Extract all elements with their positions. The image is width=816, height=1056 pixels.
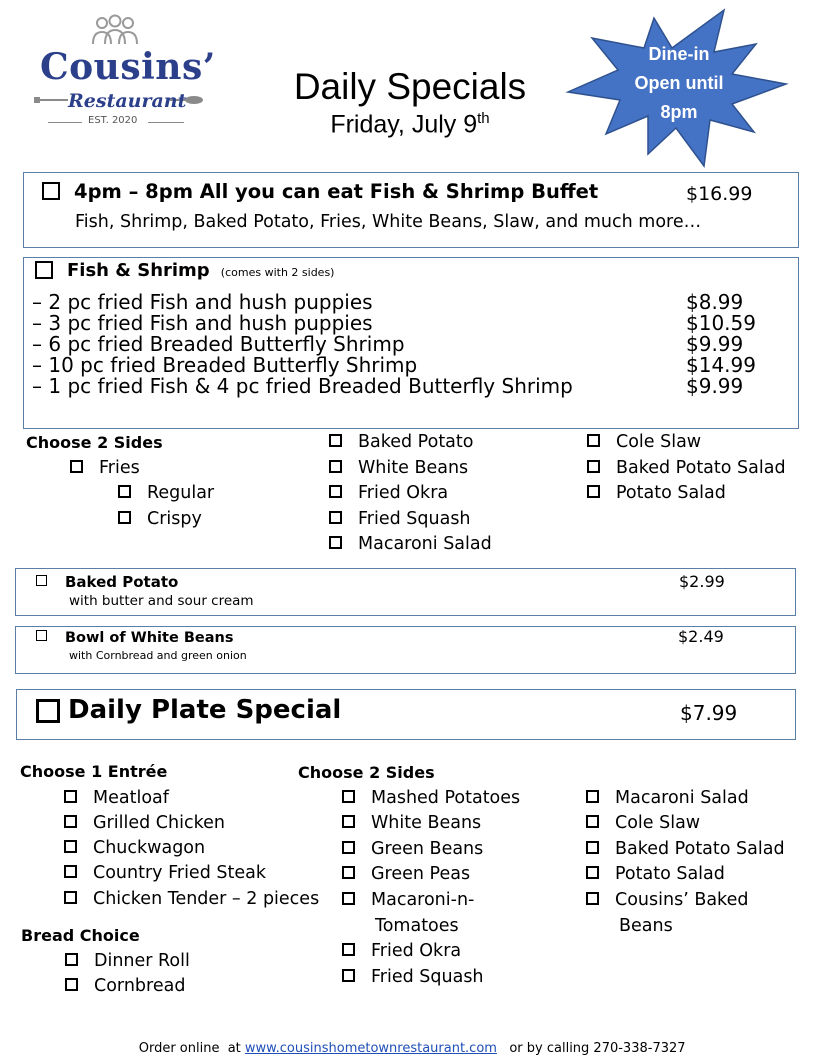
white-beans-description: with Cornbread and green onion	[69, 649, 247, 662]
checkbox-icon[interactable]	[329, 511, 342, 524]
checkbox-icon[interactable]	[342, 866, 355, 879]
logo-divider	[148, 122, 184, 123]
fish-title: Fish & Shrimp	[67, 260, 210, 281]
footer	[0, 1026, 816, 1056]
checkbox-icon[interactable]	[329, 460, 342, 473]
baked-potato-price: $2.99	[679, 572, 725, 591]
checkbox-icon[interactable]	[118, 511, 131, 524]
option-label: White Beans	[371, 813, 482, 833]
side-option[interactable]	[329, 430, 473, 454]
page-title: Daily Specials	[293, 66, 527, 107]
plate-side-option[interactable]	[586, 811, 700, 835]
baked-potato-title-row	[36, 572, 178, 591]
checkbox-icon[interactable]	[329, 434, 342, 447]
fish-item-price: $9.99	[686, 374, 744, 398]
footer-prefix: Order online at	[138, 1041, 245, 1056]
starburst-line: 8pm	[660, 102, 698, 122]
entree-option[interactable]	[64, 861, 266, 885]
fish-item-price: $10.59	[686, 311, 756, 335]
option-label: Macaroni Salad	[358, 534, 492, 554]
side-option[interactable]	[329, 456, 468, 480]
option-label: Fried Okra	[358, 483, 449, 503]
option-label: Cole Slaw	[616, 432, 702, 452]
checkbox-icon[interactable]	[64, 865, 77, 878]
option-label: Chicken Tender – 2 pieces	[93, 889, 320, 909]
footer-suffix: or by calling 270-338-7327	[496, 1041, 686, 1056]
bread-header: Bread Choice	[21, 926, 140, 945]
white-beans-title: Bowl of White Beans	[65, 630, 234, 646]
fish-item-label: – 6 pc fried Breaded Butterfly Shrimp	[32, 332, 405, 356]
fries-option-regular[interactable]	[118, 481, 214, 505]
option-label: Fried Squash	[371, 967, 484, 987]
fish-item-price: $14.99	[686, 353, 756, 377]
side-option-fries[interactable]	[70, 456, 140, 480]
checkbox-icon[interactable]	[587, 485, 600, 498]
checkbox-icon[interactable]	[342, 815, 355, 828]
people-icon	[90, 14, 140, 46]
checkbox-icon[interactable]	[342, 841, 355, 854]
baked-potato-checkbox[interactable]	[36, 575, 47, 586]
date-text: Friday, July 9	[330, 110, 478, 139]
option-label: Macaroni-n-	[371, 890, 475, 910]
option-label: Mashed Potatoes	[371, 788, 521, 808]
checkbox-icon[interactable]	[118, 485, 131, 498]
fish-item	[32, 313, 772, 334]
checkbox-icon[interactable]	[65, 953, 78, 966]
fries-option-crispy[interactable]	[118, 507, 202, 531]
fish-item	[32, 334, 772, 355]
plate-side-option[interactable]	[342, 965, 484, 989]
buffet-checkbox[interactable]	[42, 182, 60, 200]
plate-side-option[interactable]	[342, 811, 481, 835]
option-label: Baked Potato	[358, 432, 474, 452]
fish-item	[32, 355, 772, 376]
fish-title-row	[35, 260, 334, 281]
checkbox-icon[interactable]	[64, 891, 77, 904]
side-option[interactable]	[587, 481, 726, 505]
fish-item	[32, 292, 772, 313]
entree-option[interactable]	[64, 786, 169, 810]
logo-name: Cousins’	[40, 46, 216, 88]
checkbox-icon[interactable]	[342, 969, 355, 982]
option-label: Chuckwagon	[93, 838, 206, 858]
option-label: Cornbread	[94, 976, 186, 996]
checkbox-icon[interactable]	[586, 790, 599, 803]
plate-side-option-continued: Beans	[619, 916, 673, 936]
sides-header: Choose 2 Sides	[26, 433, 163, 452]
plate-title: Daily Plate Special	[68, 695, 342, 725]
buffet-price: $16.99	[686, 183, 753, 205]
option-label: Cousins’ Baked	[615, 890, 749, 910]
checkbox-icon[interactable]	[70, 460, 83, 473]
starburst-line: Open until	[634, 73, 724, 93]
checkbox-icon[interactable]	[586, 841, 599, 854]
plate-side-option[interactable]	[586, 837, 785, 861]
fish-checkbox[interactable]	[35, 261, 53, 279]
plate-side-option[interactable]	[342, 888, 474, 912]
starburst-text	[604, 40, 754, 127]
plate-side-option[interactable]	[586, 888, 748, 912]
option-label: Green Beans	[371, 839, 484, 859]
entree-option[interactable]	[64, 836, 205, 860]
side-option[interactable]	[329, 532, 492, 556]
plate-side-option[interactable]	[586, 786, 749, 810]
option-label: Baked Potato Salad	[616, 458, 786, 478]
side-option[interactable]	[587, 430, 701, 454]
entree-header: Choose 1 Entrée	[20, 762, 168, 781]
fish-item-label: – 3 pc fried Fish and hush puppies	[32, 311, 373, 335]
white-beans-title-row	[36, 627, 233, 646]
option-label: Fried Squash	[358, 509, 471, 529]
plate-side-option[interactable]	[342, 939, 461, 963]
option-label: Fried Okra	[371, 941, 462, 961]
checkbox-icon[interactable]	[586, 866, 599, 879]
option-label: Meatloaf	[93, 788, 169, 808]
white-beans-checkbox[interactable]	[36, 630, 47, 641]
plate-price: $7.99	[680, 701, 738, 725]
side-option[interactable]	[329, 507, 471, 531]
logo-divider	[48, 122, 82, 123]
option-label: Dinner Roll	[94, 951, 190, 971]
option-label: Crispy	[147, 509, 202, 529]
fish-item-label: – 1 pc fried Fish & 4 pc fried Breaded Butterfly Shrimp	[32, 374, 573, 398]
side-option[interactable]	[329, 481, 448, 505]
option-label: Baked Potato Salad	[615, 839, 785, 859]
fish-item-price: $8.99	[686, 290, 744, 314]
plate-title-row	[36, 695, 341, 726]
fish-item-label: – 2 pc fried Fish and hush puppies	[32, 290, 373, 314]
option-label: Potato Salad	[616, 483, 726, 503]
baked-potato-title: Baked Potato	[65, 573, 179, 591]
plate-side-option[interactable]	[342, 837, 483, 861]
option-label: Fries	[99, 458, 140, 478]
checkbox-icon[interactable]	[64, 790, 77, 803]
buffet-description: Fish, Shrimp, Baked Potato, Fries, White Beans, Slaw, and much more…	[75, 212, 702, 232]
logo	[30, 12, 216, 130]
checkbox-icon[interactable]	[342, 892, 355, 905]
checkbox-icon[interactable]	[329, 485, 342, 498]
checkbox-icon[interactable]	[329, 536, 342, 549]
checkbox-icon[interactable]	[586, 892, 599, 905]
checkbox-icon[interactable]	[342, 790, 355, 803]
option-label: Cole Slaw	[615, 813, 701, 833]
plate-side-option[interactable]	[342, 862, 470, 886]
fish-item-label: – 10 pc fried Breaded Butterfly Shrimp	[32, 353, 418, 377]
plate-side-option[interactable]	[342, 786, 520, 810]
checkbox-icon[interactable]	[342, 943, 355, 956]
checkbox-icon[interactable]	[586, 815, 599, 828]
entree-option[interactable]	[64, 887, 319, 911]
option-label: Potato Salad	[615, 864, 725, 884]
checkbox-icon[interactable]	[64, 840, 77, 853]
white-beans-price: $2.49	[678, 627, 724, 646]
fish-item-price: $9.99	[686, 332, 744, 356]
baked-potato-description: with butter and sour cream	[69, 593, 254, 609]
page-date	[270, 110, 550, 139]
logo-est: EST. 2020	[88, 115, 138, 126]
plate-side-option-continued: Tomatoes	[375, 916, 459, 936]
option-label: White Beans	[358, 458, 469, 478]
checkbox-icon[interactable]	[587, 460, 600, 473]
starburst-line: Dine-in	[648, 44, 710, 64]
fish-item	[32, 376, 772, 397]
option-label: Grilled Chicken	[93, 813, 225, 833]
bread-option[interactable]	[65, 974, 185, 998]
buffet-title-row	[42, 180, 598, 203]
checkbox-icon[interactable]	[65, 978, 78, 991]
option-label: Green Peas	[371, 864, 471, 884]
buffet-title: 4pm – 8pm All you can eat Fish & Shrimp Buffet	[74, 180, 599, 203]
option-label: Country Fried Steak	[93, 863, 266, 883]
bread-option[interactable]	[65, 949, 190, 973]
checkbox-icon[interactable]	[64, 815, 77, 828]
plate-sides-header: Choose 2 Sides	[298, 763, 435, 782]
fish-items	[32, 292, 772, 397]
entree-option[interactable]	[64, 811, 225, 835]
date-suffix: th	[477, 110, 490, 127]
plate-side-option[interactable]	[586, 862, 725, 886]
website-link[interactable]: www.cousinshometownrestaurant.com	[244, 1041, 497, 1056]
option-label: Regular	[147, 483, 215, 503]
side-option[interactable]	[587, 456, 786, 480]
logo-subtitle: Restaurant	[68, 90, 187, 112]
fish-note: (comes with 2 sides)	[220, 266, 335, 279]
checkbox-icon[interactable]	[587, 434, 600, 447]
plate-checkbox[interactable]	[36, 699, 60, 723]
option-label: Macaroni Salad	[615, 788, 749, 808]
